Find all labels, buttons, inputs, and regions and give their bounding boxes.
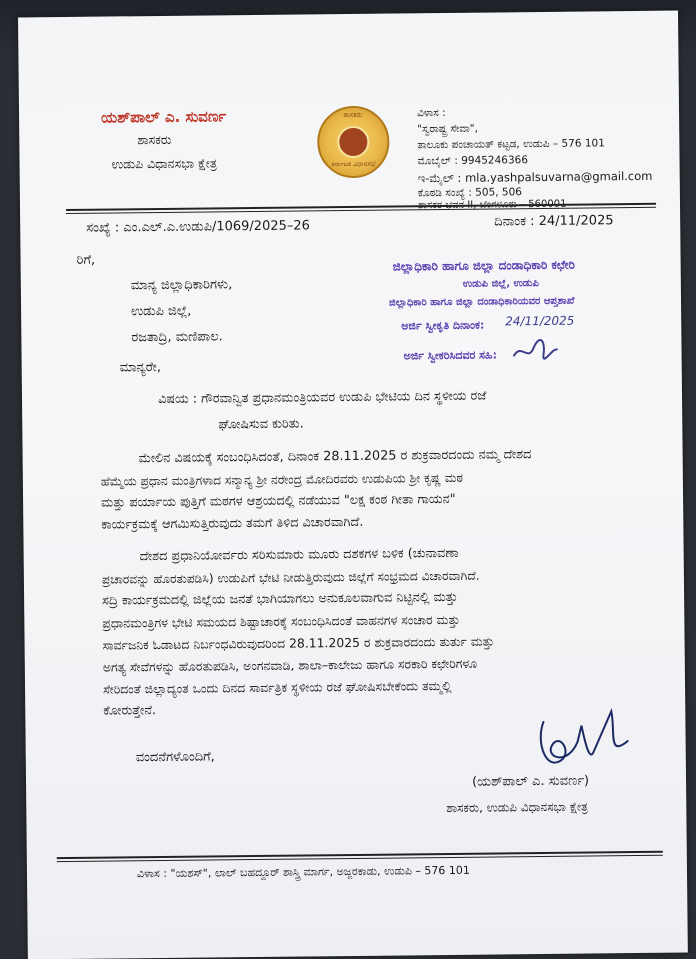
stamp-signature-icon (509, 338, 559, 365)
para2-line-5: ಸಾರ್ವಜನಿಕ ಓಡಾಟದ ನಿರ್ಬಂಧವಿರುವುದರಿಂದ 28.11.2025 ರ ಶುಕ್ರವಾರದಂದು ತುರ್ತು ಮತ್ತು (102, 633, 495, 653)
para1-line-2: ಹೆಮ್ಮೆಯ ಪ್ರಧಾನ ಮಂತ್ರಿಗಳಾದ ಸನ್ಮಾನ್ಯ ಶ್ರೀ ನರೇಂದ್ರ ಮೋದಿರವರು ಉಡುಪಿಯ ಶ್ರೀ ಕೃಷ್ಣ ಮಠ (100, 470, 463, 489)
emblem-icon (337, 126, 369, 158)
stamp-receiver-signature-label: ಅರ್ಜಿ ಸ್ವೀಕರಿಸಿದವರ ಸಹಿ: (403, 348, 498, 363)
stamp-branch: ಜಿಲ್ಲಾಧಿಕಾರಿ ಹಾಗೂ ಜಿಲ್ಲಾ ದಂಡಾಧಿಕಾರಿಯವರ ಆಪ್ತಶಾಖೆ (388, 295, 575, 309)
subject-line-1: ವಿಷಯ : ಗೌರವಾನ್ವಿತ ಪ್ರಧಾನಮಂತ್ರಿಯವರ ಉಡುಪಿ ಭೇಟಿಯ ದಿನ ಸ್ಥಳೀಯ ರಜೆ (157, 388, 487, 408)
sender-role: ಶಾಸಕರು (137, 131, 172, 148)
subject-line-2: ಘೋಷಿಸುವ ಕುರಿತು. (218, 416, 304, 433)
signatory-name: (ಯಶ್‌ಪಾಲ್ ಎ. ಸುವರ್ಣ) (471, 773, 590, 790)
email-address: ಇ-ಮೈಲ್ : mla.yashpalsuvarna@gmail.com (417, 168, 653, 186)
para2-line-4: ಪ್ರಧಾನಮಂತ್ರಿಗಳ ಭೇಟಿ ಸಮಯದ ಶಿಷ್ಟಾಚಾರಕ್ಕೆ ಸಂಬಂಧಿಸಿದಂತೆ ವಾಹನಗಳ ಸಂಚಾರ ಮತ್ತು (102, 611, 461, 631)
para2-line-7: ಸೇರಿದಂತೆ ಜಿಲ್ಲಾದ್ಯಂತ ಒಂದು ದಿನದ ಸಾರ್ವತ್ರಿಕ ಸ್ಥಳೀಯ ರಜೆ ಘೋಷಿಸಬೇಕೆಂದು ತಮ್ಮಲ್ಲಿ (102, 677, 452, 697)
address-line2: ತಾಲೂಕು ಪಂಚಾಯತ್ ಕಟ್ಟಡ, ಉಡುಪಿ – 576 101 (417, 137, 605, 152)
stamp-office: ಜಿಲ್ಲಾಧಿಕಾರಿ ಹಾಗೂ ಜಿಲ್ಲಾ ದಂಡಾಧಿಕಾರಿ ಕಛೇರಿ (392, 257, 576, 274)
closing-greeting: ವಂದನೆಗಳೊಂದಿಗೆ, (135, 749, 215, 766)
recipient-line-3: ರಜತಾದ್ರಿ, ಮಣಿಪಾಲ. (131, 329, 223, 346)
reference-number: ಸಂಖ್ಯೆ : ಎಂ.ಎಲ್.ಎ.ಉಡುಪಿ/1069/2025–26 (86, 218, 310, 236)
sender-constituency: ಉಡುಪಿ ವಿಧಾನಸಭಾ ಕ್ಷೇತ್ರ (111, 155, 218, 172)
footer-address: ವಿಳಾಸ : "ಯಶಸ್", ಲಾಲ್ ಬಹದ್ದೂರ್ ಶಾಸ್ತ್ರಿ ಮಾರ್ಗ, ಅಜ್ಜರಕಾಡು, ಉಡುಪಿ – 576 101 (136, 863, 470, 881)
salutation: ಮಾನ್ಯರೇ, (119, 359, 162, 376)
para1-line-3: ಮತ್ತು ಪರ್ಯಾಯ ಪುತ್ತಿಗೆ ಮಠಗಳ ಆಶ್ರಯದಲ್ಲಿ ನಡೆಯುವ "ಲಕ್ಷ ಕಂಠ ಗೀತಾ ಗಾಯನ" (101, 491, 456, 511)
stamp-received-date-handwritten: 24/11/2025 (505, 313, 575, 329)
letter-date: ದಿನಾಂಕ : 24/11/2025 (494, 213, 614, 230)
recipient-line-1: ಮಾನ್ಯ ಜಿಲ್ಲಾಧಿಕಾರಿಗಳು, (130, 277, 233, 294)
para2-line-3: ಸದ್ರಿ ಕಾರ್ಯಕ್ರಮದಲ್ಲಿ ಜಿಲ್ಲೆಯ ಜನತೆ ಭಾಗಿಯಾಗಲು ಅನುಕೂಲವಾಗುವ ನಿಟ್ಟಿನಲ್ಲಿ ಮತ್ತು (102, 589, 458, 609)
to-label: ರಿಗೆ, (76, 252, 96, 268)
mobile-number: ಮೊಬೈಲ್ : 9945246366 (417, 154, 529, 168)
stamp-received-date-label: ಅರ್ಜಿ ಸ್ವೀಕೃತಿ ದಿನಾಂಕ: (401, 318, 485, 333)
para1-line-4: ಕಾರ್ಯಕ್ರಮಕ್ಕೆ ಆಗಮಿಸುತ್ತಿರುವುದು ತಮಗೆ ತಿಳಿದ ವಿಚಾರವಾಗಿದೆ. (101, 514, 364, 533)
handwritten-signature-icon (515, 701, 636, 782)
seal-top-text: ಶಾಸಕರು (343, 110, 363, 120)
signatory-title: ಶಾಸಕರು, ಉಡುಪಿ ವಿಧಾನಸಭಾ ಕ್ಷೇತ್ರ (446, 799, 588, 816)
para2-line-2: ಪ್ರಚಾರವನ್ನು ಹೊರತುಪಡಿಸಿ) ಉಡುಪಿಗೆ ಭೇಟಿ ನೀಡುತ್ತಿರುವುದು ಜಿಲ್ಲೆಗೆ ಸಂಭ್ರಮದ ವಿಚಾರವಾಗಿದೆ. (101, 568, 480, 587)
recipient-line-2: ಉಡುಪಿ ಜಿಲ್ಲೆ, (131, 303, 192, 320)
para1-line-1: ಮೇಲಿನ ವಿಷಯಕ್ಕೆ ಸಂಬಂಧಿಸಿದಂತೆ, ದಿನಾಂಕ 28.11.2025 ರ ಶುಕ್ರವಾರದಂದು ನಮ್ಮ ದೇಶದ (138, 447, 532, 467)
seal-bottom-text: ಕರ್ನಾಟಕ ವಿಧಾನಸಭೆ (331, 159, 376, 169)
address-line1: "ಸ್ವರಾಷ್ಟ್ರ ಸೇವಾ", (417, 122, 479, 136)
building-address: ಶಾಸಕರ ಭವನ II, ಬೆಂಗಳೂರು – 560001 (417, 198, 567, 212)
para2-line-8: ಕೋರುತ್ತೇನೆ. (103, 703, 157, 719)
stamp-district: ಉಡುಪಿ ಜಿಲ್ಲೆ, ಉಡುಪಿ (462, 278, 539, 290)
room-number: ಕೊಠಡಿ ಸಂಖ್ಯೆ : 505, 506 (417, 186, 523, 200)
address-label: ವಿಳಾಸ : (416, 106, 446, 120)
para2-line-6: ಅಗತ್ಯ ಸೇವೆಗಳನ್ನು ಹೊರತುಪಡಿಸಿ, ಅಂಗನವಾಡಿ, ಶಾಲಾ–ಕಾಲೇಜು ಹಾಗೂ ಸರಕಾರಿ ಕಛೇರಿಗಳೂ (102, 655, 478, 675)
sender-name: ಯಶ್‌ಪಾಲ್ ಎ. ಸುವರ್ಣ (100, 107, 227, 127)
para2-line-1: ದೇಶದ ಪ್ರಧಾನಿಯೋರ್ವರು ಸರಿಸುಮಾರು ಮೂರು ದಶಕಗಳ ಬಳಿಕ (ಚುನಾವಣಾ (139, 545, 459, 565)
letter-page (18, 11, 688, 959)
karnataka-assembly-seal-icon (317, 106, 390, 179)
